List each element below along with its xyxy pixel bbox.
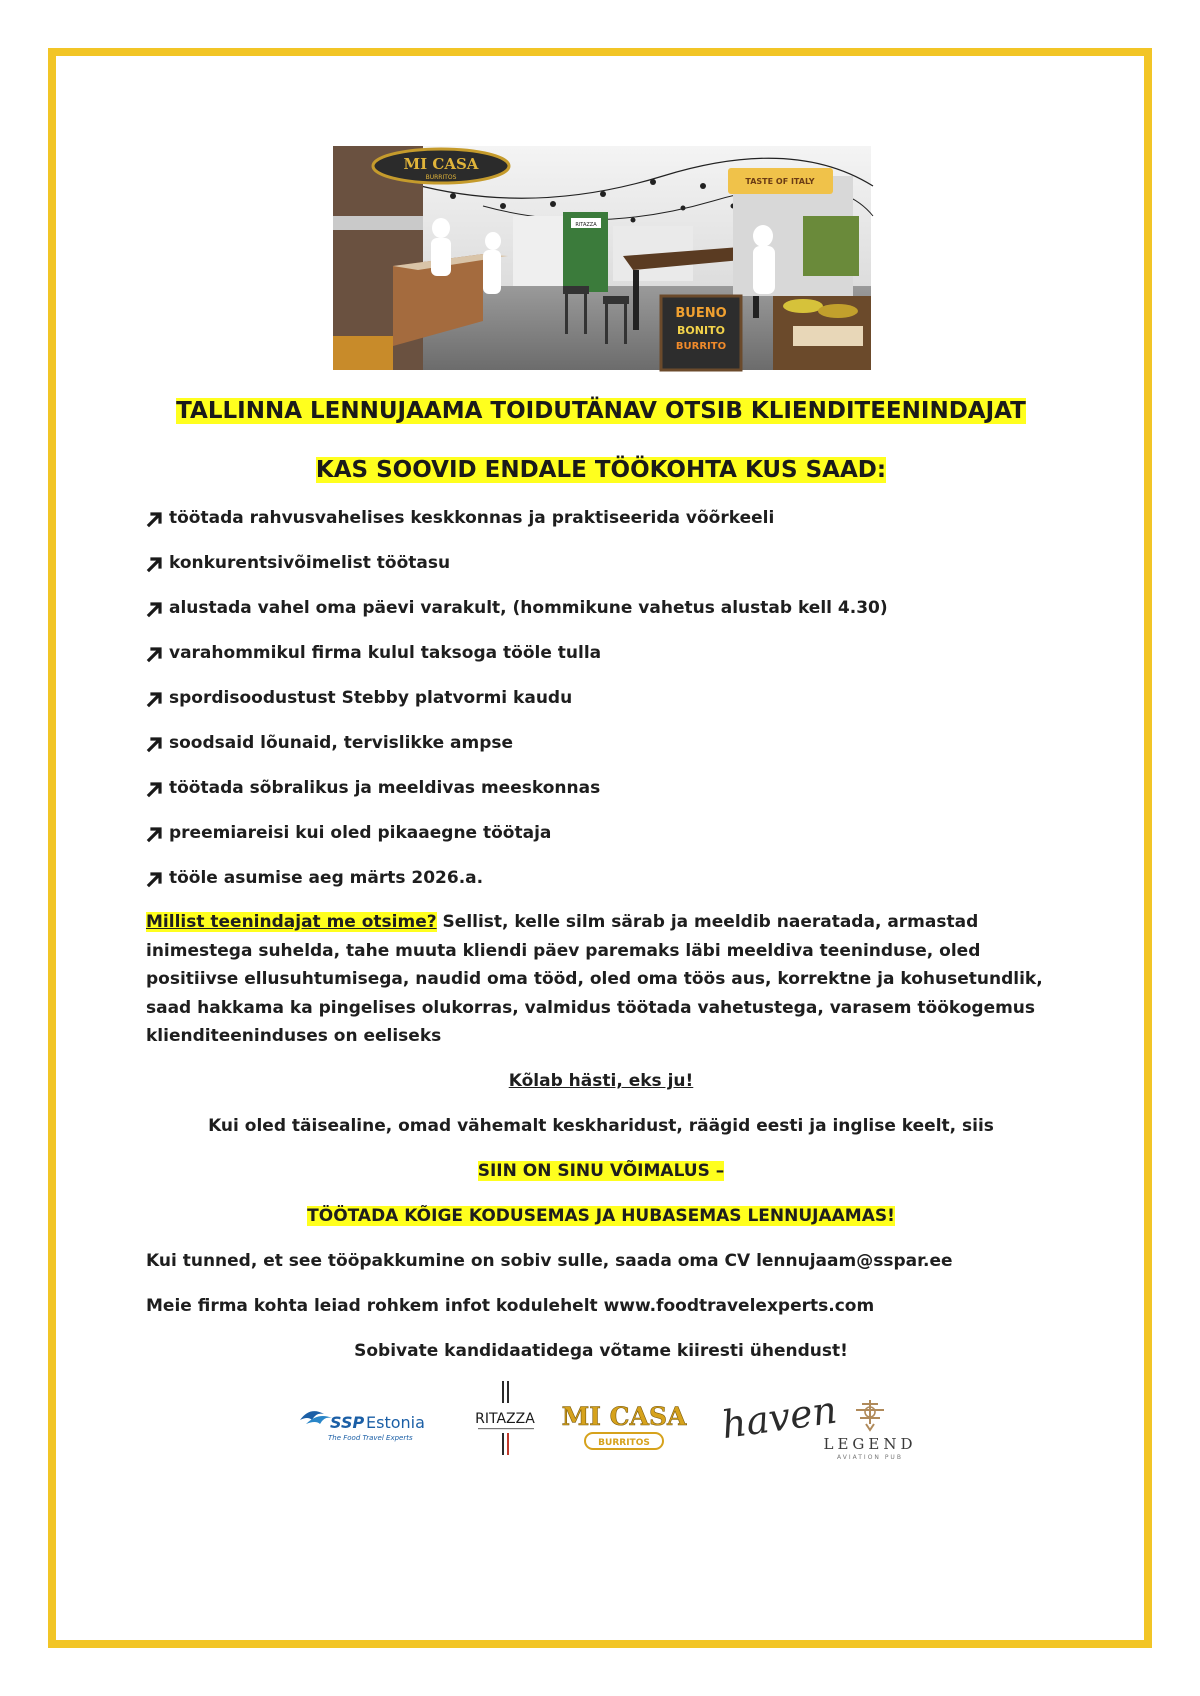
page-headline xyxy=(146,395,1056,427)
benefit-item: konkurentsivõimelist töötasu xyxy=(146,549,1056,594)
legend-aviation-pub-logo xyxy=(816,1392,924,1464)
food-court-image xyxy=(333,146,871,370)
arrow-up-right-icon xyxy=(146,600,164,618)
hero-taste-sign: TASTE OF ITALY xyxy=(745,177,815,186)
benefit-item: töötada sõbralikus ja meeldivas meeskonnas xyxy=(146,774,1056,819)
cv-instructions: Kui tunned, et see tööpakkumine on sobiv sulle, saada oma CV lennujaam@sspar.ee xyxy=(146,1251,953,1271)
company-info: Meie firma kohta leiad rohkem infot kodulehelt www.foodtravelexperts.com xyxy=(146,1296,875,1316)
arrow-up-right-icon xyxy=(146,825,164,843)
requirements-line: Kui oled täisealine, omad vähemalt keskharidust, räägid eesti ja inglise keelt, siis xyxy=(208,1116,994,1136)
svg-text:SSP: SSP xyxy=(330,1413,365,1432)
arrow-up-right-icon xyxy=(146,555,164,573)
sounds-good-text: Kõlab hästi, eks ju! xyxy=(508,1071,694,1091)
opportunity-text-1: SIIN ON SINU VÕIMALUS – xyxy=(477,1161,725,1181)
svg-text:haven: haven xyxy=(718,1387,840,1448)
contact-note: Sobivate kandidaatidega võtame kiiresti ühendust! xyxy=(354,1341,848,1361)
haven-logo xyxy=(718,1387,840,1448)
benefit-item: varahommikul firma kulul taksoga tööle tulla xyxy=(146,639,1056,684)
svg-text:LEGEND: LEGEND xyxy=(823,1435,917,1453)
arrow-up-right-icon xyxy=(146,870,164,888)
svg-text:Estonia: Estonia xyxy=(366,1413,425,1432)
arrow-up-right-icon xyxy=(146,735,164,753)
svg-text:The Food Travel Experts: The Food Travel Experts xyxy=(328,1434,413,1442)
benefit-item: soodsaid lõunaid, tervislikke ampse xyxy=(146,729,1056,774)
benefit-item: preemiareisi kui oled pikaaegne töötaja xyxy=(146,819,1056,864)
sounds-good-line xyxy=(146,1067,1056,1095)
opportunity-text-2: TÖÖTADA KÕIGE KODUSEMAS JA HUBASEMAS LENNUJAAMAS! xyxy=(307,1206,895,1226)
subheadline-text: KAS SOOVID ENDALE TÖÖKOHTA KUS SAAD: xyxy=(315,457,887,483)
svg-text:BURRITOS: BURRITOS xyxy=(598,1438,650,1448)
benefit-item: tööle asumise aeg märts 2026.a. xyxy=(146,864,1056,909)
headline-text: TALLINNA LENNUJAAMA TOIDUTÄNAV OTSIB KLIENDITEENINDAJAT xyxy=(176,398,1026,424)
arrow-up-right-icon xyxy=(146,780,164,798)
opportunity-line-1 xyxy=(146,1157,1056,1185)
benefits-list xyxy=(146,504,1056,909)
page-subheadline xyxy=(146,454,1056,486)
benefit-item: alustada vahel oma päevi varakult, (hommikune vahetus alustab kell 4.30) xyxy=(146,594,1056,639)
svg-text:AVIATION PUB: AVIATION PUB xyxy=(837,1454,903,1461)
description-question: Millist teenindajat me otsime? xyxy=(146,912,437,932)
arrow-up-right-icon xyxy=(146,645,164,663)
opportunity-line-2 xyxy=(146,1202,1056,1230)
svg-text:MI CASA: MI CASA xyxy=(561,1402,687,1431)
hero-ritazza-sign: RITAZZA xyxy=(575,222,597,228)
svg-text:RITAZZA: RITAZZA xyxy=(475,1411,535,1427)
benefit-item: töötada rahvusvahelises keskkonnas ja praktiseerida võõrkeeli xyxy=(146,504,1056,549)
arrow-up-right-icon xyxy=(146,510,164,528)
hero-burritos-sign: BURRITOS xyxy=(425,174,457,181)
ritazza-logo xyxy=(474,1381,540,1457)
mi-casa-burritos-logo xyxy=(561,1395,687,1457)
hero-burrito-sign: BURRITO xyxy=(675,341,727,352)
hero-bonito-sign: BONITO xyxy=(677,324,725,337)
arrow-up-right-icon xyxy=(146,690,164,708)
benefit-item: spordisoodustust Stebby platvormi kaudu xyxy=(146,684,1056,729)
hero-micasa-sign: MI CASA xyxy=(403,155,479,173)
ssp-estonia-logo xyxy=(296,1398,446,1448)
candidate-description xyxy=(146,908,1066,1051)
description-text: Sellist, kelle silm särab ja meeldib naeratada, armastad inimestega suhelda, tahe muuta kliendi päev paremaks läbi meeldiva teeninduse, oled positiivse ellusuhtumisega, naudid oma tööd, oled oma töös aus, korrektne ja kohusetundlik, saad hakkama ka pingelises olukorras, valmidus töötada vahetustega, varasem töökogemus klienditeeninduses on eeliseks xyxy=(146,912,1043,1047)
hero-bueno-sign: BUENO xyxy=(675,306,727,321)
